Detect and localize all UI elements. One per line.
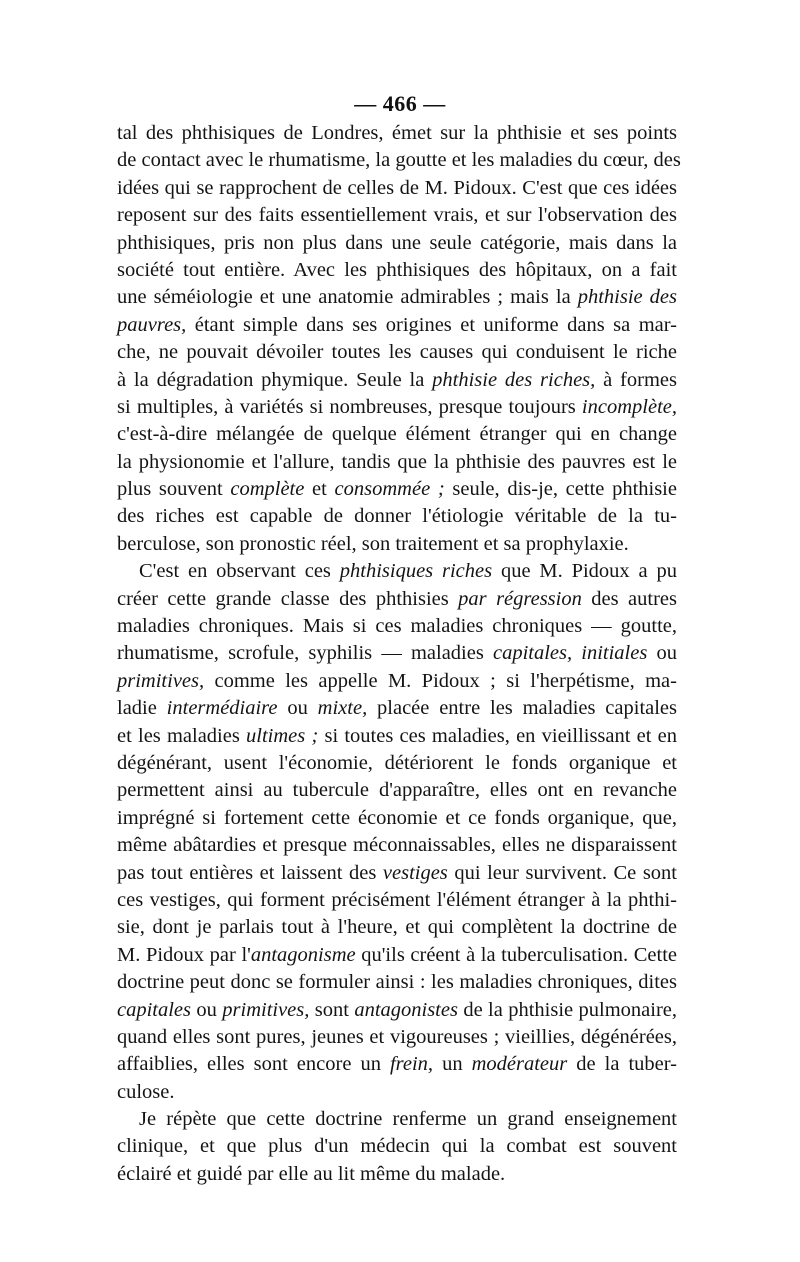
italic-text: pauvres, bbox=[117, 313, 187, 336]
text-line bbox=[117, 558, 677, 585]
text-segment: placée entre les maladies capitales bbox=[367, 697, 678, 720]
text-segment: si multiples, à variétés si nombreuses, presque toujours bbox=[117, 395, 582, 418]
italic-text: phthisiques riches bbox=[339, 560, 493, 583]
text-line bbox=[117, 394, 677, 421]
text-line bbox=[117, 860, 677, 887]
italic-text: antagonistes bbox=[354, 998, 458, 1021]
text-segment: ou bbox=[277, 697, 318, 720]
text-line bbox=[117, 531, 677, 558]
text-line bbox=[117, 640, 677, 667]
text-line bbox=[117, 230, 677, 257]
text-line bbox=[117, 1133, 677, 1160]
text-line bbox=[117, 668, 677, 695]
italic-text: capitales, initiales bbox=[492, 642, 648, 665]
text-segment: et les maladies bbox=[117, 724, 247, 747]
text-segment: de la phthisie pulmonaire, bbox=[457, 998, 677, 1021]
text-line bbox=[117, 832, 677, 859]
text-line bbox=[117, 312, 677, 339]
italic-text: phthisie des bbox=[577, 286, 678, 309]
italic-text: incomplète, bbox=[581, 395, 677, 418]
italic-text: modérateur bbox=[471, 1053, 568, 1076]
text-segment: ou bbox=[647, 642, 677, 665]
text-line bbox=[117, 476, 677, 503]
italic-text: par régression bbox=[458, 587, 582, 610]
text-segment: culose. bbox=[117, 1080, 175, 1103]
page-number: — 466 — bbox=[354, 91, 446, 116]
text-segment: une séméiologie et une anatomie admirables ; mais la bbox=[117, 286, 578, 309]
italic-text: complète bbox=[230, 478, 305, 501]
text-segment: ou bbox=[191, 998, 223, 1021]
text-line bbox=[117, 1161, 677, 1188]
text-segment: et bbox=[304, 478, 335, 501]
text-line bbox=[117, 367, 677, 394]
text-segment: doctrine peut donc se formuler ainsi : les maladies chroniques, dites bbox=[117, 971, 677, 994]
text-segment: Je répète que cette doctrine renferme un grand enseignement bbox=[139, 1108, 677, 1131]
text-segment: de la tuber- bbox=[567, 1053, 677, 1076]
text-segment: de contact avec le rhumatisme, la goutte et les maladies du cœur, des bbox=[117, 149, 681, 172]
text-segment: la physionomie et l'allure, tandis que la phthisie des pauvres est le bbox=[117, 450, 677, 473]
text-segment: rhumatisme, scrofule, syphilis — maladies bbox=[117, 642, 493, 665]
text-segment: tal des phthisiques de Londres, émet sur la phthisie et ses points bbox=[117, 122, 677, 144]
text-line bbox=[117, 695, 677, 722]
text-segment: à la dégradation phymique. Seule la bbox=[117, 368, 433, 391]
text-line bbox=[117, 997, 677, 1024]
italic-text: intermédiaire bbox=[166, 697, 278, 720]
text-line bbox=[117, 257, 677, 284]
text-line bbox=[117, 339, 677, 366]
text-segment: permettent ainsi au tubercule d'apparaître, elles ont en revanche bbox=[117, 779, 677, 802]
text-segment: des riches est capable de donner l'étiologie véritable de la tu- bbox=[117, 505, 677, 528]
text-line bbox=[117, 969, 677, 996]
italic-text: phthisie des riches, bbox=[432, 368, 596, 391]
text-segment: société tout entière. Avec les phthisiques des hôpitaux, on a fait bbox=[117, 258, 677, 281]
text-line bbox=[117, 750, 677, 777]
text-segment: clinique, et que plus d'un médecin qui la combat est souvent bbox=[117, 1135, 677, 1158]
text-line bbox=[117, 613, 677, 640]
text-line bbox=[117, 175, 677, 202]
text-segment: sont bbox=[309, 998, 355, 1021]
text-segment: affaiblies, elles sont encore un bbox=[117, 1053, 390, 1076]
italic-text: capitales bbox=[117, 998, 192, 1021]
text-line bbox=[117, 887, 677, 914]
text-line bbox=[117, 1024, 677, 1051]
text-segment: reposent sur des faits essentiellement vrais, et sur l'observation des bbox=[117, 204, 677, 227]
text-line bbox=[117, 421, 677, 448]
text-segment: che, ne pouvait dévoiler toutes les causes qui conduisent le riche bbox=[117, 341, 677, 364]
text-line bbox=[117, 586, 677, 613]
text-line bbox=[117, 1079, 677, 1106]
text-line bbox=[117, 914, 677, 941]
text-line bbox=[117, 449, 677, 476]
text-segment: berculose, son pronostic réel, son traitement et sa prophylaxie. bbox=[117, 532, 629, 555]
italic-text: frein, bbox=[389, 1053, 434, 1076]
text-segment: M. Pidoux par l' bbox=[117, 943, 251, 966]
text-segment: imprégné si fortement cette économie et ce fonds organique, que, bbox=[117, 806, 677, 829]
text-line bbox=[117, 805, 677, 832]
text-line bbox=[117, 1106, 677, 1133]
text-segment: C'est en observant ces bbox=[139, 560, 340, 583]
italic-text: primitives, bbox=[222, 998, 310, 1021]
italic-text: consommée ; bbox=[334, 478, 445, 501]
text-segment: sie, dont je parlais tout à l'heure, et qui complètent la doctrine de bbox=[117, 916, 677, 939]
text-line bbox=[117, 723, 677, 750]
text-segment: quand elles sont pures, jeunes et vigoureuses ; vieillies, dégénérées, bbox=[117, 1025, 677, 1048]
text-segment: dégénérant, usent l'économie, détériorent le fonds organique et bbox=[117, 751, 677, 774]
italic-text: vestiges bbox=[382, 861, 448, 884]
text-segment: plus souvent bbox=[117, 478, 231, 501]
text-segment: pas tout entières et laissent des bbox=[117, 861, 383, 884]
text-segment: c'est-à-dire mélangée de quelque élément étranger qui en change bbox=[117, 423, 677, 446]
text-segment: étant simple dans ses origines et uniforme dans sa mar- bbox=[186, 313, 677, 336]
text-segment: maladies chroniques. Mais si ces maladies chroniques — goutte, bbox=[117, 615, 677, 638]
text-segment: qui leur survivent. Ce sont bbox=[447, 861, 677, 884]
italic-text: primitives, bbox=[117, 669, 205, 692]
text-line bbox=[117, 1051, 677, 1078]
text-segment: un bbox=[433, 1053, 472, 1076]
text-segment: seule, dis-je, cette phthisie bbox=[444, 478, 677, 501]
body-text bbox=[117, 120, 681, 1188]
text-line bbox=[117, 202, 677, 229]
text-segment: phthisiques, pris non plus dans une seule catégorie, mais dans la bbox=[117, 231, 677, 254]
text-segment: qu'ils créent à la tuberculisation. Cette bbox=[355, 943, 678, 966]
text-line bbox=[117, 503, 677, 530]
italic-text: antagonisme bbox=[250, 943, 356, 966]
text-segment: créer cette grande classe des phthisies bbox=[117, 587, 459, 610]
text-line bbox=[117, 147, 681, 174]
text-line bbox=[117, 777, 677, 804]
italic-text: mixte, bbox=[317, 697, 368, 720]
text-segment: à formes bbox=[595, 368, 677, 391]
text-segment: ces vestiges, qui forment précisément l'élément étranger à la phthi- bbox=[117, 888, 677, 911]
text-segment: comme les appelle M. Pidoux ; si l'herpétisme, ma- bbox=[204, 669, 677, 692]
text-line bbox=[117, 284, 677, 311]
text-segment: ladie bbox=[117, 697, 167, 720]
text-segment: idées qui se rapprochent de celles de M. Pidoux. C'est que ces idées bbox=[117, 176, 677, 199]
text-segment: éclairé et guidé par elle au lit même du malade. bbox=[117, 1162, 506, 1185]
text-line bbox=[117, 942, 677, 969]
text-segment: des autres bbox=[581, 587, 677, 610]
text-segment: même abâtardies et presque méconnaissables, elles ne disparaissent bbox=[117, 834, 677, 857]
text-segment: si toutes ces maladies, en vieillissant et en bbox=[318, 724, 677, 747]
text-line bbox=[117, 120, 677, 147]
italic-text: ultimes ; bbox=[246, 724, 319, 747]
text-segment: que M. Pidoux a pu bbox=[492, 560, 677, 583]
